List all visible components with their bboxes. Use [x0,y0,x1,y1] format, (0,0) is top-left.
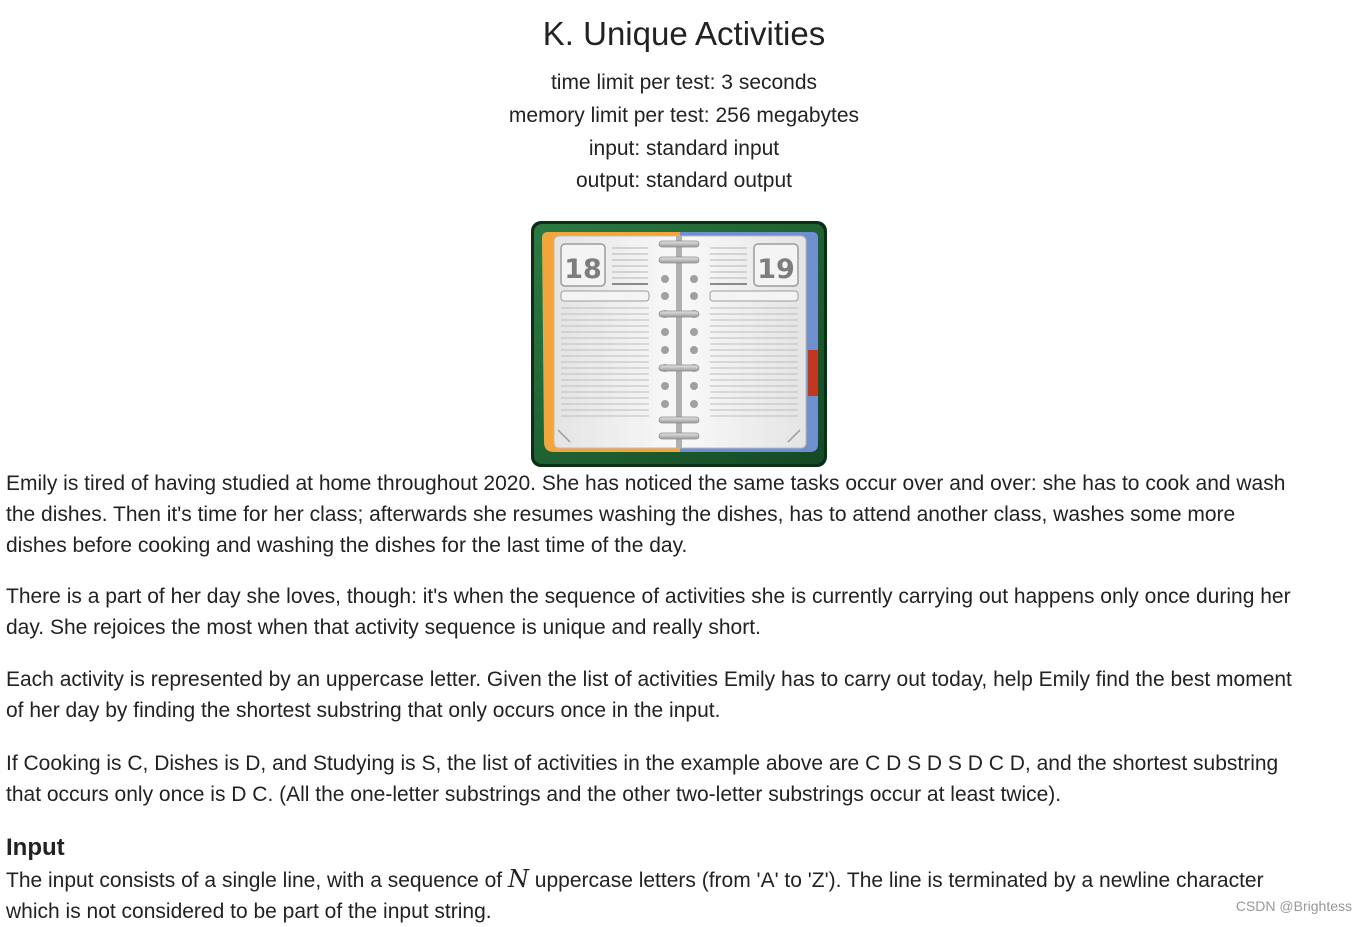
memory-limit: memory limit per test: 256 megabytes [508,104,860,127]
statement-p3-line2: of her day by finding the shortest substring that only occurs once in the input. [6,699,721,722]
input-text-line1-before: The input consists of a single line, with a sequence of [6,869,508,892]
statement-p1-line2: the dishes. Then it's time for her class; afterwards she resumes washing the dishes, has to attend another class, washes some more [6,503,1236,526]
binder-hole [661,275,669,283]
right-page-number: 19 [757,254,795,285]
binder-hole [690,400,698,408]
statement-paragraph-2 [6,581,1356,643]
statement-paragraph-3 [6,664,1356,726]
binder-ring [659,311,699,317]
binder-hole [661,328,669,336]
statement-paragraph-1 [6,468,1356,561]
planner-calendar-icon [530,220,828,468]
statement-paragraph-4 [6,748,1356,810]
statement-p1-line1: Emily is tired of having studied at home throughout 2020. She has noticed the same tasks occur over and over: she has to cook and wash [6,472,1286,495]
binder-ring [659,365,699,371]
problem-title: K. Unique Activities [542,15,826,52]
input-text-line2: which is not considered to be part of the input string. [6,900,492,923]
binder-hole [690,346,698,354]
statement-p4-line1: If Cooking is C, Dishes is D, and Studying is S, the list of activities in the example above are C D S D S D C D, and the shortest substring [6,752,1279,775]
binder-ring [659,417,699,423]
binder-hole [661,292,669,300]
statement-p2-line1: There is a part of her day she loves, though: it's when the sequence of activities she is currently carrying out happens only once during her [6,585,1291,608]
binder-ring [659,433,699,439]
statement-p1-line3: dishes before cooking and washing the dishes for the last time of the day. [6,534,688,557]
input-spec: input: standard input [588,137,780,160]
variable-n: N [507,865,529,893]
binder-ring [659,241,699,247]
output-spec: output: standard output [576,169,792,192]
statement-p2-line2: day. She rejoices the most when that activity sequence is unique and really short. [6,616,761,639]
input-section-heading: Input [6,834,65,861]
left-page-number: 18 [564,254,602,285]
statement-p3-line1: Each activity is represented by an uppercase letter. Given the list of activities Emily has to carry out today, help Emily find the best moment [6,668,1292,691]
binder-hole [661,400,669,408]
binder-hole [690,328,698,336]
binder-hole [661,346,669,354]
input-text-line1-after: uppercase letters (from 'A' to 'Z'). The line is terminated by a newline character [528,869,1264,892]
time-limit: time limit per test: 3 seconds [550,71,818,94]
binder-hole [690,275,698,283]
input-section-text [6,864,1356,927]
binder-ring [659,257,699,263]
binder-hole [661,382,669,390]
planner-calendar-graphic [530,220,828,468]
binder-hole [690,382,698,390]
watermark: CSDN @Brightess [1235,898,1352,914]
binder-hole [690,292,698,300]
statement-p4-line2: that occurs only once is D C. (All the one-letter substrings and the other two-letter substrings occur at least twice). [6,783,1062,806]
